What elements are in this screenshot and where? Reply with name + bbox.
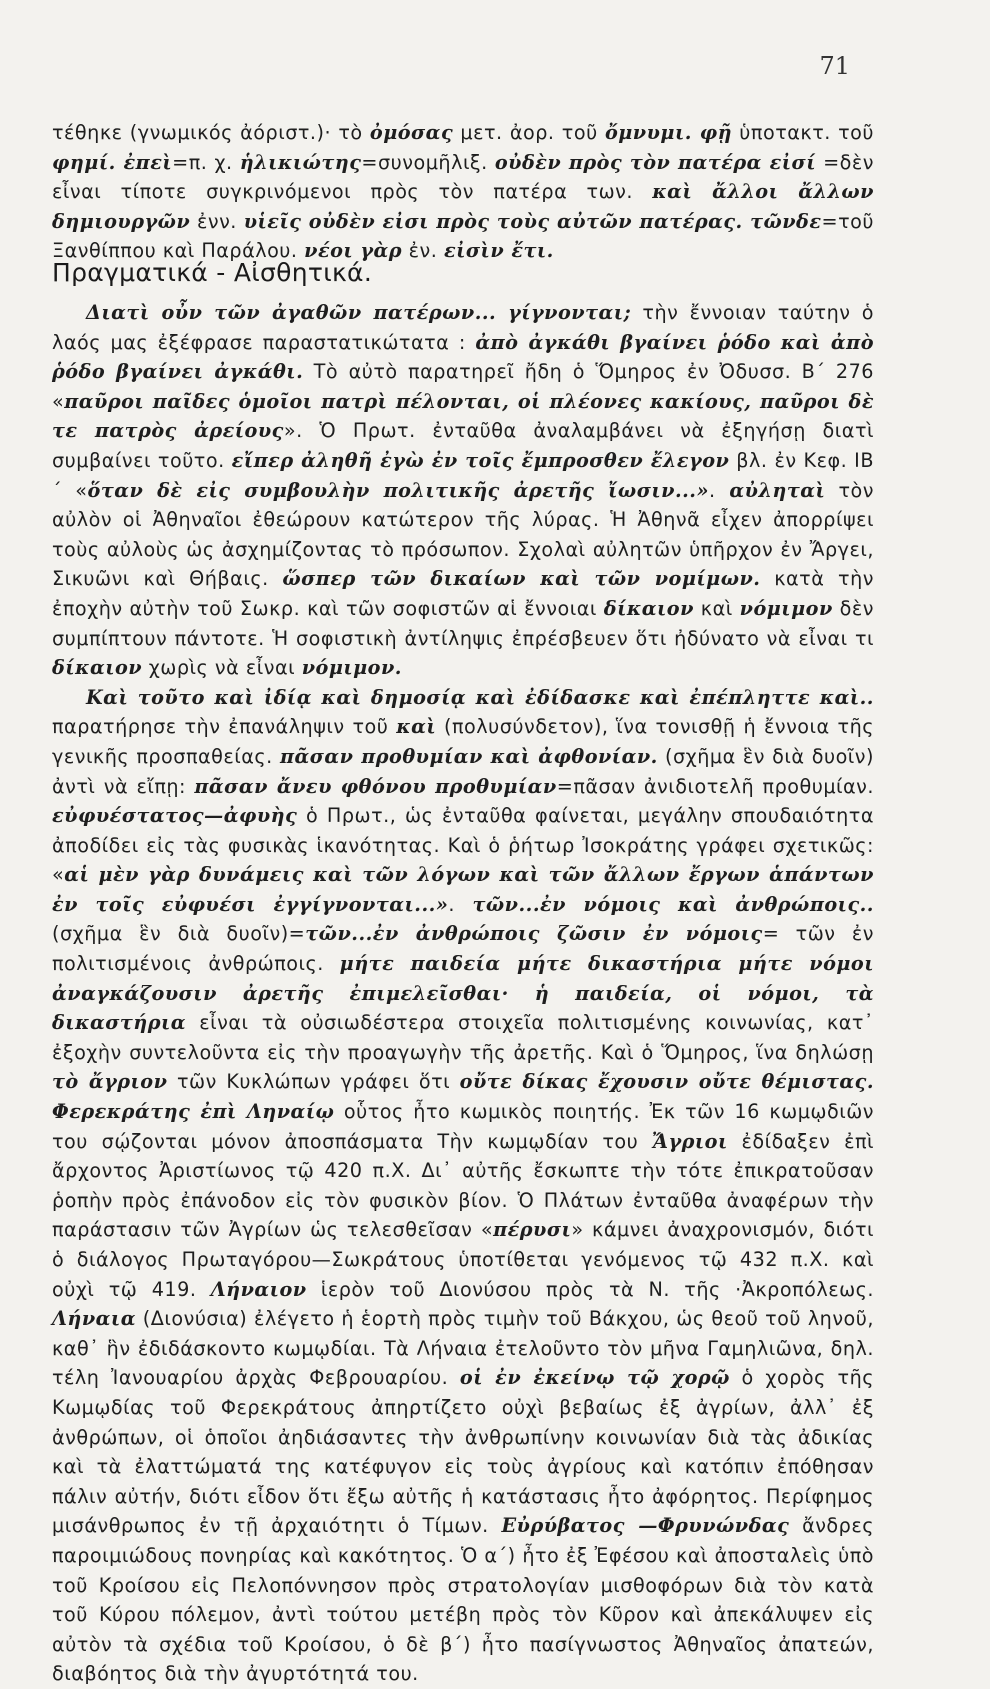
commentary-text-run: . [708, 478, 716, 502]
quoted-text: εἴπερ ἀληθῆ ἐγὼ ἐν τοῖς ἔμπροσθεν ἔλεγον [231, 448, 730, 472]
commentary-text-run: Τὸ αὐτὸ παρατηρεῖ ἤδη ὁ Ὅμηρος ἐν Ὀδυσσ. Β´ 276 « [52, 360, 874, 413]
commentary-text-run: =τοῦ Ξανθίππου καὶ Παράλου. [52, 209, 875, 263]
commentary-text-run: » κάμνει ἀναχρονισμόν, διότι ὁ διάλογος Πρωταγόρου—Σωκράτους ὑποτίθεται γενόμενος τῷ 432 π.Χ. καὶ οὐχὶ τῷ 419. [52, 1218, 874, 1301]
quoted-text: μήτε παιδεία μήτε δικαστήρια μήτε νόμοι ἀναγκάζουσιν ἀρετῆς ἐπιμελεῖσθαι· ἡ παιδεία, οἱ νόμοι, τὰ δικαστήρια [52, 952, 874, 1035]
commentary-text-run: χωρὶς νὰ εἶναι [142, 656, 302, 680]
quoted-text: πέρυσι [493, 1218, 572, 1242]
quoted-text: τῶν...ἐν νόμοις καὶ ἀνθρώποις.. [454, 892, 874, 916]
intro-text [52, 118, 874, 266]
commentary-text-run: ὑποτακτ. τοῦ [732, 121, 875, 144]
quoted-text: ὄμνυμι. φῇ [604, 121, 733, 144]
quoted-text: καὶ [396, 715, 437, 739]
commentary-text-run: =πᾶσαν ἀνιδιοτελῆ προθυμίαν. [556, 774, 874, 798]
quoted-text: αἱ μὲν γὰρ δυνάμεις καὶ τῶν λόγων καὶ τῶν ἄλλων ἔργων ἁπάντων ἐν τοῖς εὐφυέσι ἐγγίγνονται...» [52, 863, 874, 916]
commentary-text-run: (σχῆμα ἓν διὰ δυοῖν)= [52, 922, 306, 946]
quoted-text: ὥσπερ τῶν δικαίων καὶ τῶν νομίμων. [282, 567, 761, 591]
quoted-text: Λήναια [52, 1307, 136, 1331]
quoted-text: δίκαιον [52, 656, 143, 680]
commentary-text-run: ἐνν. [190, 209, 244, 233]
quoted-text: καὶ ἄλλοι ἄλλων δημιουργῶν [52, 180, 874, 233]
quoted-text: οὔτε δίκας ἔχουσιν οὔτε θέμιστας. [459, 1070, 875, 1094]
commentary-text-run: (Διονύσια) ἐλέγετο ἡ ἑορτὴ πρὸς τιμὴν τοῦ Βάκχου, ὡς θεοῦ τοῦ ληνοῦ, καθ᾽ ἣν ἐδιδάσκοντο κωμῳδίαι. Τὰ Λήναια ἐτελοῦντο τὸν μῆνα Γαμηλιῶνα, δηλ. τέλη Ἰανουαρίου ἀρχὰς Φεβρουαρίου. [52, 1307, 874, 1390]
commentary-text-run: παρατήρησε τὴν ἐπανάληψιν τοῦ [52, 715, 397, 739]
quoted-text: νέοι γὰρ [304, 239, 403, 263]
commentary-text-run: =συνομῆλιξ. [361, 150, 495, 174]
commentary-text [52, 298, 874, 1689]
commentary-text-run: εἶναι τὰ οὐσιωδέστερα στοιχεῖα πολιτισμένης κοινωνίας, κατ᾽ ἐξοχὴν συντελοῦντα εἰς τὴν προαγωγὴν τῆς ἀρετῆς. Καὶ ὁ Ὅμηρος, ἵνα δηλώσῃ [52, 1011, 874, 1064]
quoted-text: εὐφυέστατος—ἀφυὴς [52, 804, 298, 828]
commentary-text-run: = τῶν ἐν πολιτισμένοις ἀνθρώποις. [52, 922, 874, 976]
quoted-text: νόμιμον. [301, 656, 402, 680]
quoted-text: ἡλικιώτης [239, 150, 362, 174]
commentary-text-run: =π. χ. [172, 150, 240, 174]
paragraph [52, 683, 874, 1689]
intro-paragraph [52, 118, 874, 266]
page-number: 71 [819, 52, 850, 80]
quoted-text: δίκαιον [603, 596, 694, 620]
commentary-text-run: ἄνδρες παροιμιώδους πονηρίας καὶ κακότητος. Ὁ α´) ἦτο ἐξ Ἐφέσου καὶ ἀποσταλεὶς ὑπὸ τοῦ Κροίσου εἰς Πελοπόννησον πρὸς στρατολογίαν μισθοφόρων διὰ τὸν κατὰ τοῦ Κύρου πόλεμον, ἀντὶ τούτου μετέβη πρὸς τὸν Κῦρον καὶ ἀπεκάλυψεν εἰς αὐτὸν τὰ σχέδια τοῦ Κροίσου, ὁ δὲ β´) ἦτο πασίγνωστος Ἀθηναῖος ἀπατεών, διαβόητος διὰ τὴν ἀγυρτότητά του. [52, 1514, 874, 1686]
quoted-text: φημί. ἐπεὶ [52, 150, 173, 174]
commentary-text-run: τέθηκε (γνωμικός ἀόριστ.)· τὸ [52, 121, 370, 144]
quoted-text: πᾶσαν ἄνευ φθόνου προθυμίαν [194, 774, 557, 798]
commentary-text-run: ὁ Πρωτ., ὡς ἐνταῦθα φαίνεται, μεγάλην σπουδαιότητα ἀποδίδει εἰς τὰς φυσικὰς ἱκανότητας. Καὶ ὁ ῥήτωρ Ἰσοκράτης γράφει σχετικῶς: « [52, 804, 874, 887]
commentary-text-run: ὁ χορὸς τῆς Κωμῳδίας τοῦ Φερεκράτους ἀπηρτίζετο οὐχὶ βεβαίως ἐξ ἀγρίων, ἀλλ᾽ ἐξ ἀνθρώπων, οἱ ὁποῖοι ἀηδιάσαντες τὴν ἀνθρωπίνην κοινωνίαν διὰ τὰς ἀδικίας καὶ τὰ ἐλαττώματά της κατέφυγον εἰς τοὺς ἀγρίους καὶ κατόπιν ἐπόθησαν πάλιν αὐτήν, διότι εἶδον ὅτι ἔξω αὐτῆς ἡ κατάστασις ἦτο ἀφόρητος. Περίφημος μισάνθρωπος ἐν τῇ ἀρχαιότητι ὁ Τίμων. [52, 1366, 874, 1538]
section-heading: Πραγματικά - Αἰσθητικά. [52, 258, 373, 287]
quoted-text: Διατὶ οὖν τῶν ἀγαθῶν πατέρων... γίγνονται; [86, 301, 632, 324]
quoted-text: ὅταν δὲ εἰς συμβουλὴν πολιτικῆς ἀρετῆς ἴωσιν...» [87, 478, 709, 502]
commentary-text-run: καὶ [693, 596, 740, 620]
paragraph [52, 298, 874, 683]
commentary-text-run: =δὲν εἶναι τίποτε συγκρινόμενοι πρὸς τὸν πατέρα των. [52, 150, 874, 204]
quoted-text: τὸ ἄγριον [52, 1070, 168, 1094]
quoted-text: τῶν...ἐν ἀνθρώποις ζῶσιν ἐν νόμοις [305, 922, 763, 946]
quoted-text: υἱεῖς οὐδὲν εἰσι πρὸς τοὺς αὐτῶν πατέρας. τῶνδε [243, 209, 822, 233]
commentary-text-run: ἐδίδαξεν ἐπὶ ἄρχοντος Ἀριστίωνος τῷ 420 π.Χ. Δι᾽ αὐτῆς ἔσκωπτε τὴν τότε ἐπικρατοῦσαν ῥοπὴν πρὸς ἐπάνοδον εἰς τὸν φυσικὸν βίον. Ὁ Πλάτων ἐνταῦθα ἀναφέρων τὴν παράστασιν τῶν Ἀγρίων ὡς τελεσθεῖσαν « [52, 1129, 874, 1242]
commentary-text-run: ἱερὸν τοῦ Διονύσου πρὸς τὰ Ν. τῆς ·Ἀκροπόλεως. [306, 1277, 875, 1301]
quoted-text: νόμιμον [739, 596, 833, 620]
quoted-text: Λήναιον [210, 1277, 307, 1301]
commentary-text-run: δὲν συμπίπτουν πάντοτε. Ἡ σοφιστικὴ ἀντίληψις ἐπρέσβευεν ὅτι ἠδύνατο νὰ εἶναι τι [52, 596, 874, 650]
quoted-text: πᾶσαν προθυμίαν καὶ ἀφθονίαν. [279, 744, 658, 768]
quoted-text: οὐδὲν πρὸς τὸν πατέρα εἰσί [494, 150, 816, 174]
commentary-text-run: (πολυσύνδετον), ἵνα τονισθῇ ἡ ἔννοια τῆς γενικῆς προσπαθείας. [52, 715, 874, 768]
quoted-text: Φερεκράτης ἐπὶ Ληναίῳ [52, 1100, 335, 1124]
quoted-text: Καὶ τοῦτο καὶ ἰδίᾳ καὶ δημοσίᾳ καὶ ἐδίδασκε καὶ ἐπέπληττε καὶ.. [86, 685, 874, 709]
quoted-text: ὀμόσας [369, 121, 454, 144]
commentary-text-run: ἐν. [402, 239, 444, 263]
commentary-text-run: οὗτος ἦτο κωμικὸς ποιητής. Ἐκ τῶν 16 κωμῳδιῶν του σῴζονται μόνον ἀποσπάσματα Τὴν κωμῳδίαν του [52, 1100, 875, 1153]
commentary-text-run: μετ. ἀορ. τοῦ [453, 121, 605, 144]
commentary-text-run: κατὰ τὴν ἐποχὴν αὐτὴν τοῦ Σωκρ. καὶ τῶν σοφιστῶν αἱ ἔννοιαι [52, 567, 874, 620]
commentary-text-run: (σχῆμα ἓν διὰ δυοῖν) ἀντὶ νὰ εἴπῃ: [52, 744, 875, 798]
quoted-text: εἰσὶν ἔτι. [443, 239, 554, 263]
commentary-text-run: τῶν Κυκλώπων γράφει ὅτι [167, 1070, 460, 1094]
quoted-text: οἱ ἐν ἐκείνῳ τῷ χορῷ [459, 1366, 730, 1390]
commentary-text-run: . [448, 892, 455, 916]
quoted-text: παῦροι παῖδες ὁμοῖοι πατρὶ πέλονται, οἱ πλέονες κακίους, παῦροι δὲ τε πατρὸς ἀρείους [52, 389, 874, 443]
commentary-text-run: τὸν αὐλὸν οἱ Ἀθηναῖοι ἐθεώρουν κατώτερον τῆς λύρας. Ἡ Ἀθηνᾶ εἶχεν ἀπορρίψει τοὺς αὐλοὺς ὡς ἀσχημίζοντας τὸ πρόσωπον. Σχολαὶ αὐλητῶν ὑπῆρχον ἐν Ἄργει, Σικυῶνι καὶ Θήβαις. [52, 478, 875, 591]
commentary-text-run: ». Ὁ Πρωτ. ἐνταῦθα ἀναλαμβάνει νὰ ἐξηγήσῃ διατὶ συμβαίνει τοῦτο. [52, 419, 874, 472]
quoted-text: ἀπὸ ἀγκάθι βγαίνει ῥόδο καὶ ἀπὸ ῥόδο βγαίνει ἀγκάθι. [52, 330, 874, 384]
quoted-text: Εὐρύβατος —Φρυνώνδας [501, 1514, 790, 1538]
quoted-text: αὐληταὶ [715, 478, 826, 502]
quoted-text: Ἄγριοι [652, 1129, 728, 1153]
commentary-text-run: βλ. ἐν Κεφ. ΙΒ´ « [52, 448, 875, 502]
commentary-text-run: τὴν ἔννοιαν ταύτην ὁ λαός μας ἐξέφρασε παραστατικώτατα : [52, 301, 874, 354]
